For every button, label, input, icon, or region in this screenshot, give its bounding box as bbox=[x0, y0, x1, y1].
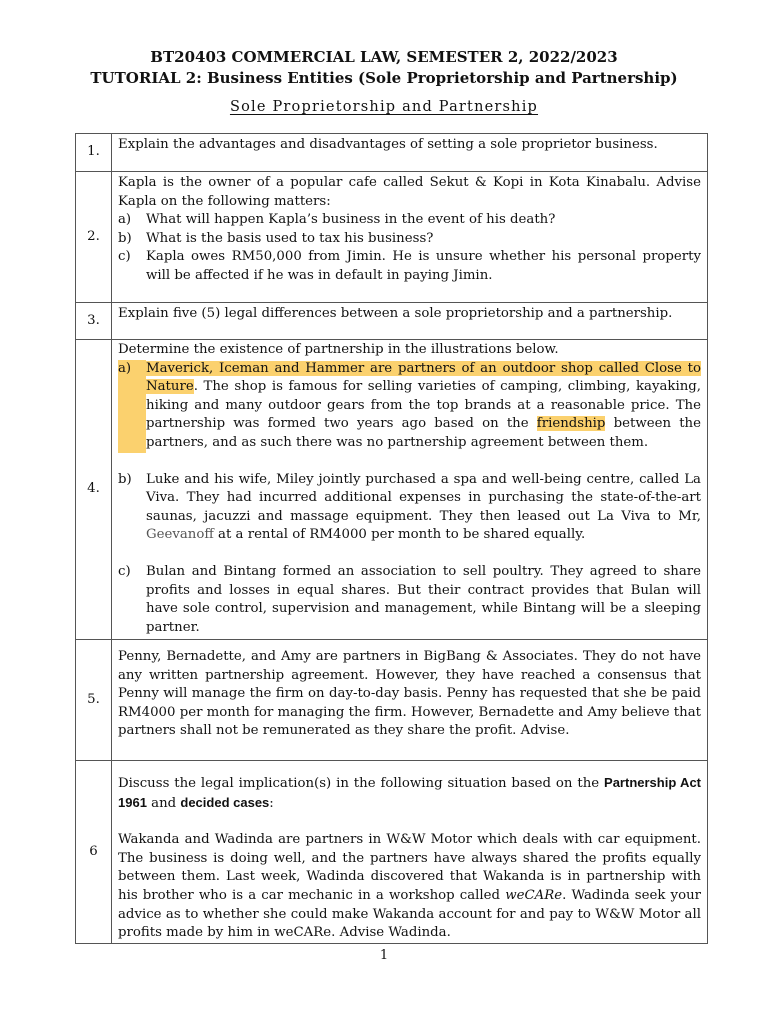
questions-table bbox=[75, 133, 708, 944]
question-row-6 bbox=[76, 761, 708, 944]
highlighted-text: Maverick, Iceman and Hammer are partners of an outdoor shop called Close to Nature bbox=[146, 360, 701, 395]
q4-item-b bbox=[118, 471, 701, 545]
question-number: 3. bbox=[76, 303, 112, 340]
highlighted-text: friendship bbox=[536, 416, 606, 432]
q1-text: Explain the advantages and disadvantages of setting a sole proprietor business. bbox=[118, 137, 658, 152]
q2-item-c bbox=[118, 248, 701, 285]
item-text: What will happen Kapla’s business in the event of his death? bbox=[146, 212, 556, 228]
q6-intro bbox=[118, 761, 701, 813]
item-label: c) bbox=[118, 249, 131, 265]
text-segment: at a rental of RM4000 per month to be shared equally. bbox=[213, 527, 586, 543]
text-segment: between the partners, and as such there was no partnership agreement between them. bbox=[146, 416, 701, 450]
item-text: Kapla owes RM50,000 from Jimin. He is unsure whether his personal property will be affected if he was in default in paying Jimin. bbox=[146, 249, 701, 283]
item-text bbox=[146, 360, 701, 453]
text-segment: Geevanoff bbox=[146, 527, 214, 543]
q2-item-a bbox=[118, 211, 701, 230]
question-text bbox=[112, 640, 708, 761]
q2-intro: Kapla is the owner of a popular cafe called Sekut & Kopi in Kota Kinabalu. Advise Kapla on the following matters: bbox=[118, 175, 701, 209]
question-row-1 bbox=[76, 134, 708, 172]
question-number: 6 bbox=[76, 761, 112, 944]
q2-item-b bbox=[118, 230, 701, 249]
item-text: What is the basis used to tax his business? bbox=[146, 230, 434, 246]
question-text bbox=[112, 172, 708, 303]
question-text bbox=[112, 303, 708, 340]
q3-text: Explain five (5) legal differences between a sole proprietorship and a partnership. bbox=[118, 306, 673, 321]
workshop-name: weCARe bbox=[505, 887, 563, 903]
item-label: a) bbox=[118, 360, 146, 453]
q4-intro: Determine the existence of partnership in the illustrations below. bbox=[118, 342, 559, 357]
question-row-2 bbox=[76, 172, 708, 303]
text-segment: : bbox=[269, 795, 274, 811]
page-number: 1 bbox=[379, 948, 389, 963]
act-name: Partnership Act 1961 bbox=[118, 775, 701, 810]
item-label: c) bbox=[118, 563, 131, 579]
text-segment: . Wadinda seek your advice as to whether she could make Wakanda account for and pay to W&W Motor all profits made by him in weCARe. Advise Wadinda. bbox=[118, 887, 701, 941]
tutorial-title: TUTORIAL 2: Business Entities (Sole Proprietorship and Partnership) bbox=[90, 69, 678, 87]
text-segment: Luke and his wife, Miley jointly purchased a spa and well-being centre, called La Viva. They had incurred additional expenses in purchasing the state-of-the-art saunas, jacuzzi and massage equipment. They then leased out La Viva to Mr, bbox=[146, 471, 701, 524]
q4-item-a bbox=[118, 360, 701, 453]
text-segment: and bbox=[146, 795, 181, 811]
question-row-5 bbox=[76, 640, 708, 761]
question-number: 2. bbox=[76, 172, 112, 303]
item-text bbox=[146, 471, 701, 545]
q4-item-c bbox=[118, 563, 701, 637]
section-subtitle bbox=[0, 96, 768, 118]
q6-paragraph bbox=[118, 831, 701, 943]
subtitle-text: Sole Proprietorship and Partnership bbox=[229, 99, 539, 115]
question-number: 5. bbox=[76, 640, 112, 761]
question-row-4 bbox=[76, 340, 708, 640]
q5-text: Penny, Bernadette, and Amy are partners in BigBang & Associates. They do not have any written partnership agreement. However, they have reached a consensus that Penny will manage the firm on day-to-day basis. Penny has requested that she be paid RM4000 per month for managing the firm. However, Bernadette and Amy believe that partners shall not be remunerated as they share the profit. Advise. bbox=[118, 649, 701, 739]
question-row-3 bbox=[76, 303, 708, 340]
item-label: a) bbox=[118, 212, 132, 228]
decided-cases: decided cases bbox=[180, 794, 270, 810]
question-text bbox=[112, 761, 708, 944]
text-segment: . The shop is famous for selling varieties of camping, climbing, kayaking, hiking and many outdoor gears from the top brands at a reasonable price. The partnership was formed two years ago based on the bbox=[146, 379, 701, 432]
text-segment: Discuss the legal implication(s) in the following situation based on the bbox=[118, 776, 605, 791]
item-text: Bulan and Bintang formed an association to sell poultry. They agreed to share profits and losses in equal shares. But their contract provides that Bulan will have sole control, supervision and management, while Bintang will be a sleeping partner. bbox=[146, 563, 701, 635]
question-text bbox=[112, 134, 708, 172]
item-label: b) bbox=[118, 230, 132, 246]
question-text bbox=[112, 340, 708, 640]
item-label: b) bbox=[118, 471, 132, 487]
question-number: 4. bbox=[76, 340, 112, 640]
question-number: 1. bbox=[76, 134, 112, 172]
course-title: BT20403 COMMERCIAL LAW, SEMESTER 2, 2022/2023 bbox=[150, 48, 618, 66]
text-segment: Wakanda and Wadinda are partners in W&W Motor which deals with car equipment. The business is doing well, and the partners have always shared the profits equally between them. Last week, Wadinda discovered that Wakanda is in partnership with his brother who is a car mechanic in a workshop called bbox=[118, 832, 701, 903]
